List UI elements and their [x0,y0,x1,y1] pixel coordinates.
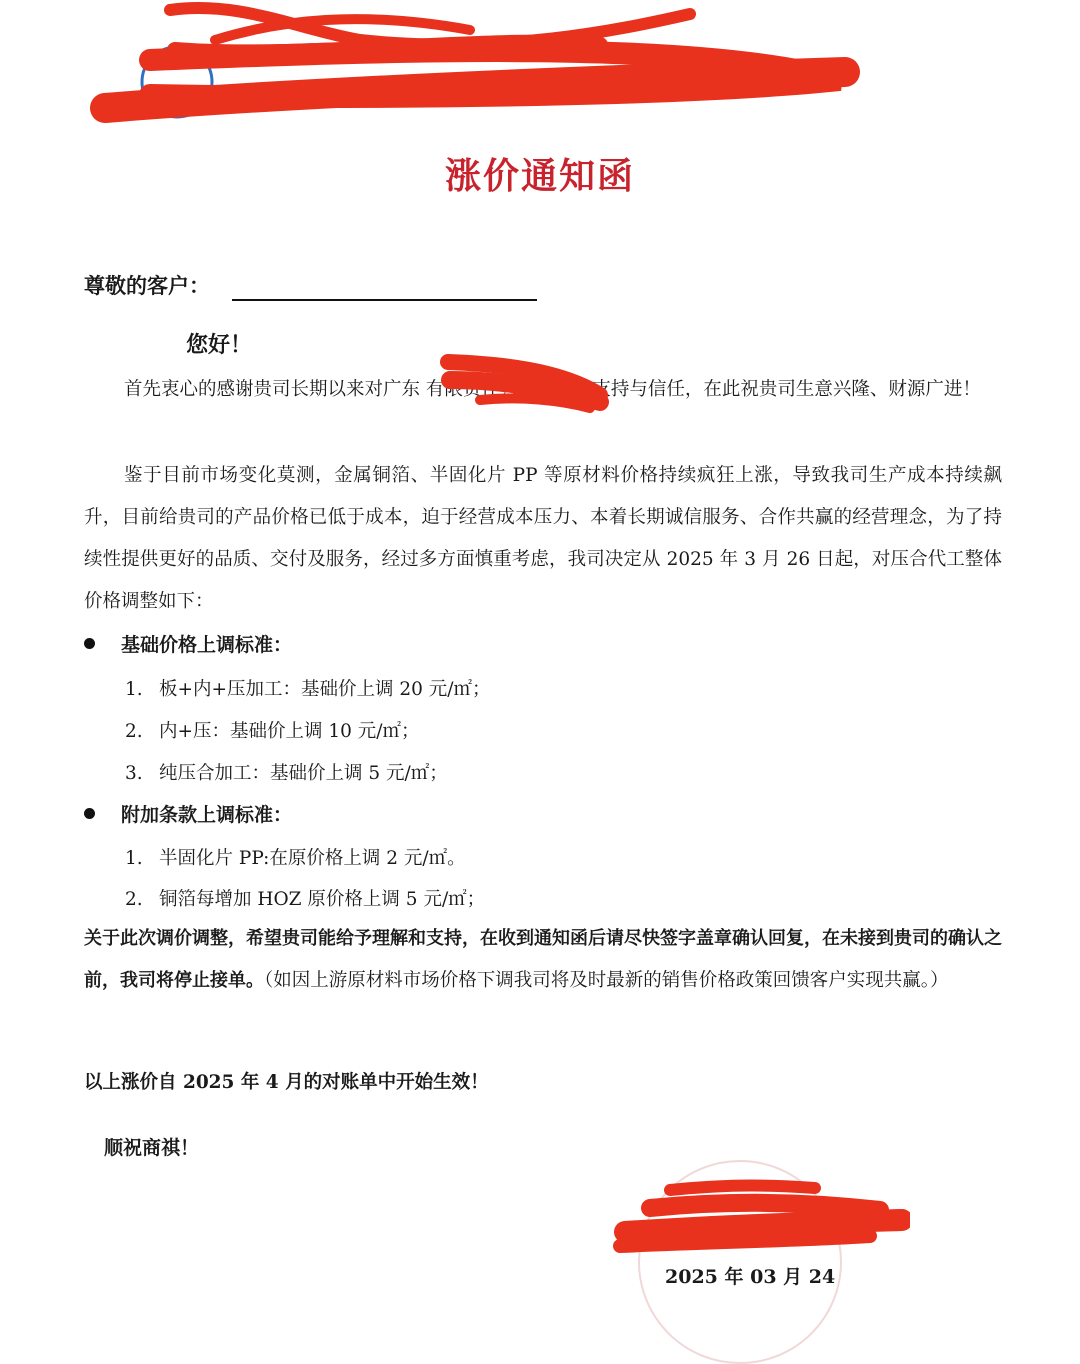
list-item: 1. 半固化片 PP:在原价格上调 2 元/㎡。 [125,848,466,869]
paragraph-reason: 鉴于目前市场变化莫测，金属铜箔、半固化片 PP 等原材料价格持续疯狂上涨，导致我司生产成本持续飙升，目前给贵司的产品价格已低于成本，迫于经营成本压力、本着长期诚信服务、合作共赢的经营理念，为了持续性提供更好的品质、交付及服务，经过多方面慎重考虑，我司决定从 2025 年 3 月 26 日起，对压合代工整体价格调整如下： [84,465,1002,612]
list-item: 2. 铜箔每增加 HOZ 原价格上调 5 元/㎡； [125,889,486,910]
closing-request: 关于此次调价调整，希望贵司能给予理解和支持，在收到通知函后请尽快签字盖章确认回复，在未接到贵司的确认之前，我司将停止接单。 [84,928,1002,991]
letter-date: 2025 年 03 月 24 [665,1266,836,1288]
section-title: 附加条款上调标准： [121,804,293,826]
signature-redaction [610,1170,910,1260]
header-redaction [0,0,1080,130]
section-base-price [84,630,292,657]
greeting: 您好！ [186,333,253,358]
bullet-icon [84,808,95,819]
customer-name-blank [232,299,537,301]
closing-note: （如因上游原材料市场价格下调我司将及时最新的销售价格政策回馈客户实现共赢。） [264,970,949,991]
paragraph-closing [84,918,1002,1002]
section-title: 基础价格上调标准： [121,634,293,656]
company-name-redaction [440,350,610,420]
list-item: 2. 内+压：基础价上调 10 元/㎡； [125,721,420,742]
effective-statement: 以上涨价自 2025 年 4 月的对账单中开始生效！ [84,1072,489,1093]
section-additional-terms [84,800,292,827]
paragraph-thanks: 首先衷心的感谢贵司长期以来对广东 有限责任公司的大力支持与信任，在此祝贵司生意兴隆、财源广进！ [124,379,981,400]
letter-title: 涨价通知函 [444,156,635,197]
salutation: 尊敬的客户： [84,274,210,298]
list-item: 1. 板+内+压加工：基础价上调 20 元/㎡； [125,679,491,700]
regards: 顺祝商祺！ [104,1137,200,1159]
bullet-icon [84,638,95,649]
list-item: 3. 纯压合加工：基础价上调 5 元/㎡； [125,763,448,784]
